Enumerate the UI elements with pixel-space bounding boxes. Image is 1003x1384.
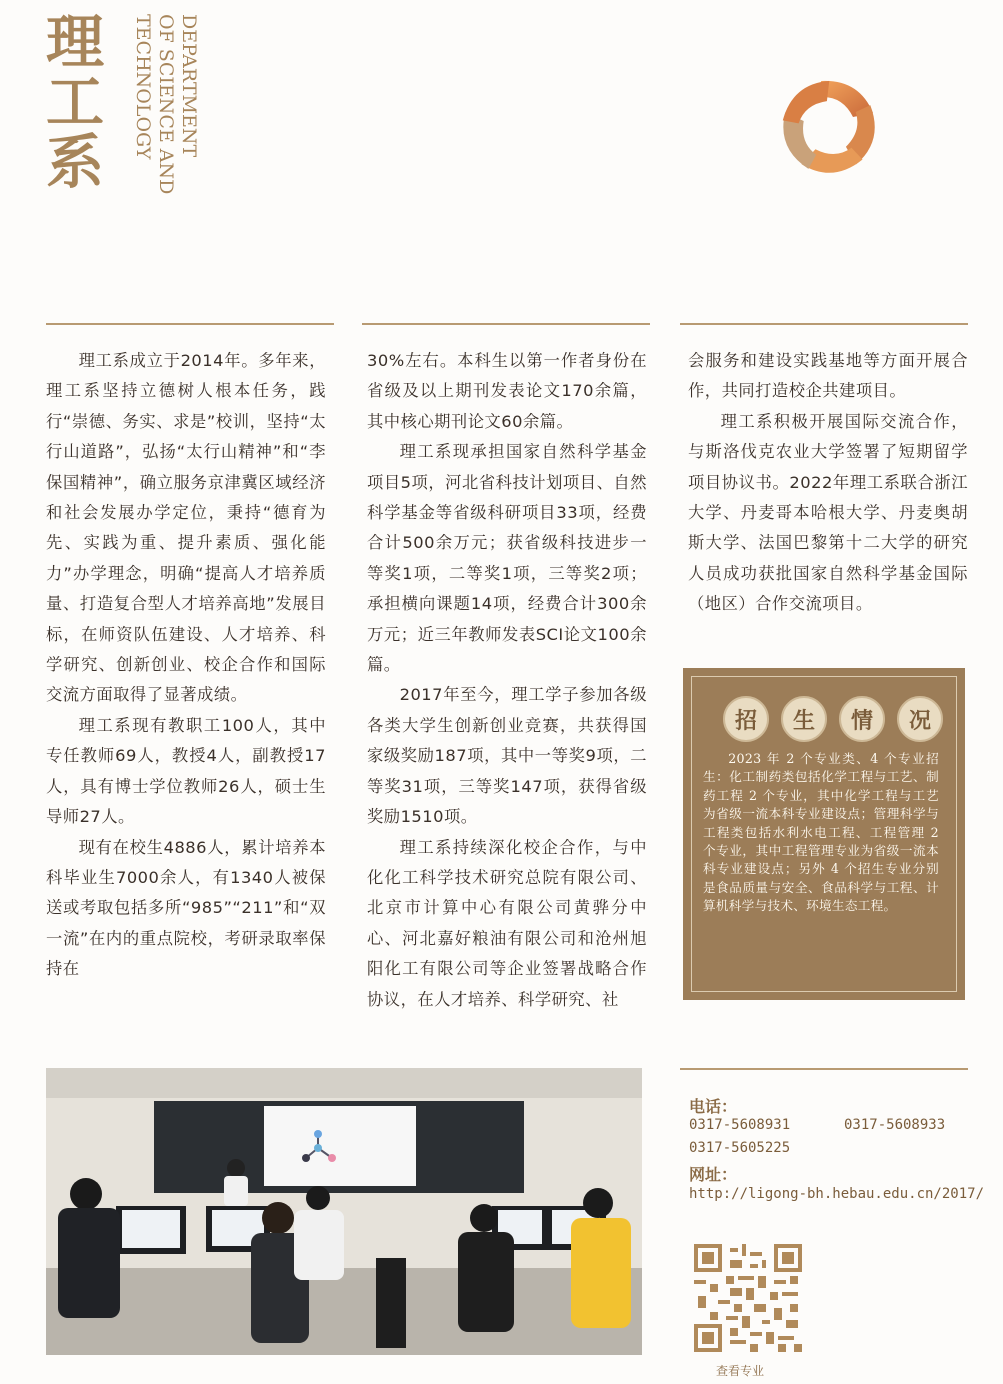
phone-label: 电话： xyxy=(689,1097,738,1116)
column-divider xyxy=(680,323,968,325)
heading-badge: 生 xyxy=(781,696,827,742)
phone-number: 0317-5605225 xyxy=(689,1140,791,1156)
heading-badge: 况 xyxy=(897,696,943,742)
title-en-line-3: TECHNOLOGY xyxy=(132,14,154,160)
qr-code-icon[interactable] xyxy=(694,1244,802,1352)
paragraph: 理工系持续深化校企合作，与中化化工科学技术研究总院有限公司、北京市计算中心有限公司黄骅分中心、河北嘉好粮油有限公司和沧州旭阳化工有限公司等企业签署战略合作协议，在人才培养、科学研究、社 xyxy=(367,837,647,1009)
pinwheel-logo-icon xyxy=(774,72,884,182)
paragraph: 会服务和建设实践基地等方面开展合作，共同打造校企共建项目。 xyxy=(688,351,968,401)
paragraph: 理工系成立于2014年。多年来，理工系坚持立德树人根本任务，践行“崇德、务实、求是”校训，坚持“太行山道路”，弘扬“太行山精神”和“李保国精神”，确立服务京津冀区域经济和社会发展办学定位，秉持“德育为先、实践为重、提升素质、强化能力”办学理念，明确“提高人才培养质量、打造复合型人才培养高地”发展目标，在师资队伍建设、人才培养、科学研究、创新创业、校企合作和国际交流方面取得了显著成绩。 xyxy=(46,351,326,705)
column-divider xyxy=(362,323,650,325)
title-char-3: 系 xyxy=(46,128,105,196)
phone-number: 0317-5608933 xyxy=(844,1117,946,1133)
text-column-2 xyxy=(367,346,647,1015)
paragraph: 现有在校生4886人，累计培养本科毕业生7000余人，有1340人被保送或考取包括多所“985”“211”和“双一流”在内的重点院校，考研录取率保持在 xyxy=(46,837,326,979)
text-column-3 xyxy=(688,346,968,620)
admission-text: 2023 年 2 个专业类、4 个专业招生：化工制药类包括化学工程与工艺、制药工程 2 个专业，其中化学工程与工艺为省级一流本科专业建设点；管理科学与工程类包括水利水电工程、工程管理 2 个专业，其中工程管理专业为省级一流本科专业建设点；另外 4 个招生专业分别是食品质量与安全、食品科学与工程、计算机科学与技术、环境生态工程。 xyxy=(703,751,939,914)
classroom-photo xyxy=(46,1068,642,1355)
paragraph: 30%左右。本科生以第一作者身份在省级及以上期刊发表论文170余篇，其中核心期刊论文60余篇。 xyxy=(367,351,647,431)
paragraph: 2017年至今，理工学子参加各级各类大学生创新创业竞赛，共获得国家级奖励187项，其中一等奖9项，二等奖31项，三等奖147项，获得省级奖励1510项。 xyxy=(367,685,647,827)
contact-divider xyxy=(680,1068,968,1070)
text-column-1 xyxy=(46,346,326,985)
admission-heading xyxy=(723,696,943,742)
column-divider xyxy=(46,323,334,325)
paragraph: 理工系积极开展国际交流合作，与斯洛伐克农业大学签署了短期留学项目协议书。2022年理工系联合浙江大学、丹麦哥本哈根大学、丹麦奥胡斯大学、法国巴黎第十二大学的研究人员成功获批国家自然科学基金国际（地区）合作交流项目。 xyxy=(688,411,968,614)
phone-number: 0317-5608931 xyxy=(689,1117,791,1133)
website-url[interactable]: http://ligong-bh.hebau.edu.cn/2017/ xyxy=(689,1186,985,1202)
url-label: 网址： xyxy=(689,1165,738,1184)
qr-caption: 查看专业 xyxy=(716,1364,765,1378)
paragraph: 理工系现有教职工100人，其中专任教师69人，教授4人，副教授17人，具有博士学位教师26人，硕士生导师27人。 xyxy=(46,715,326,827)
title-en-line-1: DEPARTMENT xyxy=(178,14,200,158)
title-char-2: 工 xyxy=(46,68,105,136)
department-title-cn xyxy=(46,8,116,196)
heading-badge: 招 xyxy=(723,696,769,742)
title-char-1: 理 xyxy=(46,8,105,76)
heading-badge: 情 xyxy=(839,696,885,742)
paragraph: 理工系现承担国家自然科学基金项目5项，河北省科技计划项目、自然科学基金等省级科研项目33项，经费合计500余万元；获省级科技进步一等奖1项，二等奖1项，三等奖2项；承担横向课题14项，经费合计300余万元；近三年教师发表SCI论文100余篇。 xyxy=(367,442,647,675)
admission-info-box xyxy=(683,668,965,1000)
title-en-line-2: OF SCIENCE AND xyxy=(155,14,177,195)
department-title-en xyxy=(130,14,200,194)
